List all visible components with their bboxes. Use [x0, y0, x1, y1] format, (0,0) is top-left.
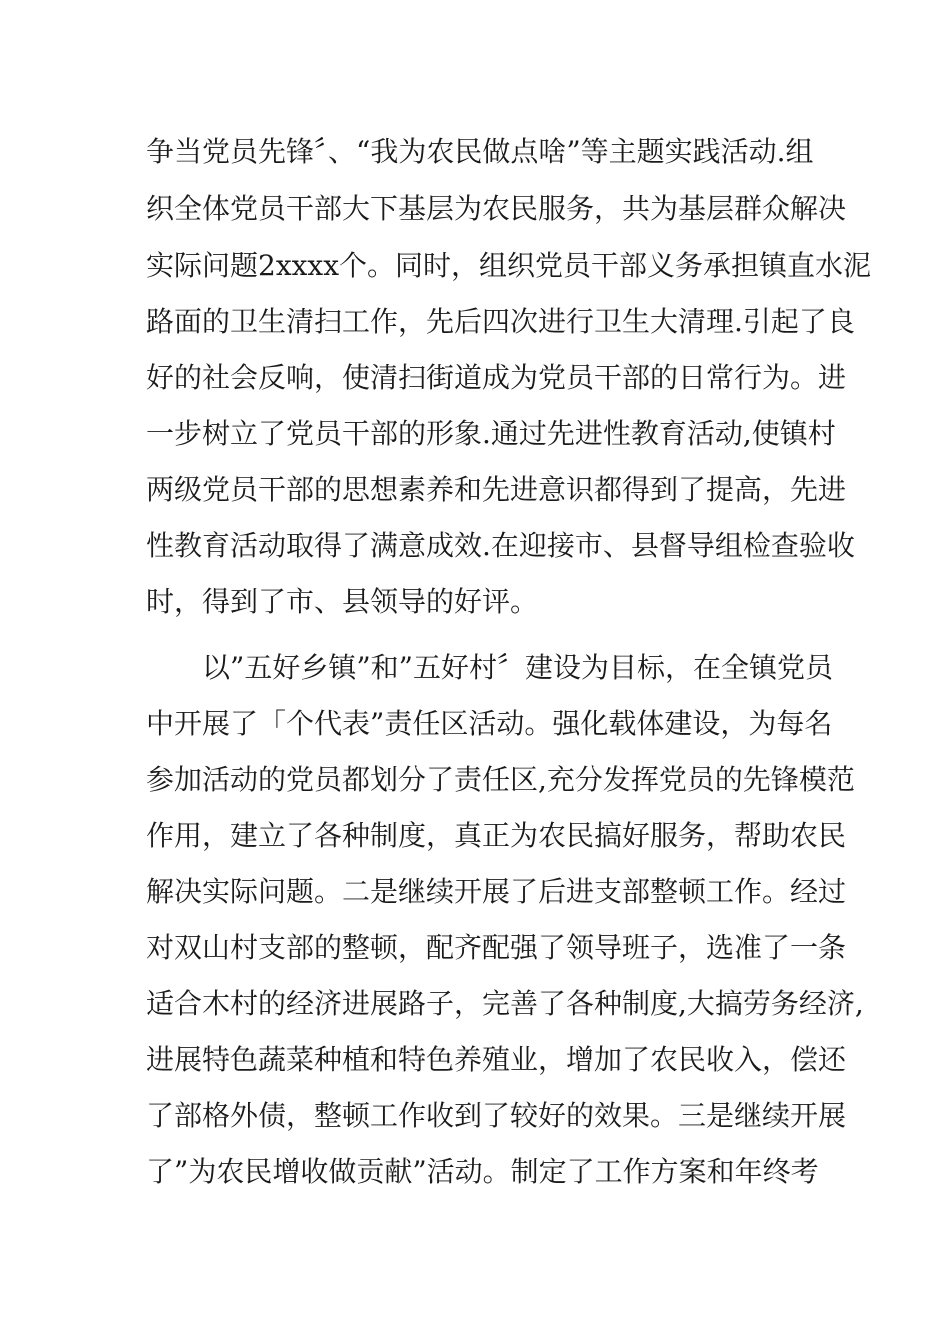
- text-line: 中开展了「个代表”责任区活动。强化载体建设，为每名: [146, 707, 833, 740]
- text-line: 时，得到了市、县领导的好评。: [146, 585, 539, 618]
- text-line: 实际问题2xxxx个。同时，组织党员干部义务承担镇直水泥: [146, 249, 871, 282]
- text-line: 了”为农民增收做贡献”活动。制定了工作方案和年终考: [146, 1155, 819, 1188]
- text-line: 路面的卫生清扫工作，先后四次进行卫生大清理.引起了良: [146, 305, 855, 338]
- text-line: 对双山村支部的整顿，配齐配强了领导班子，选准了一条: [146, 931, 847, 964]
- text-line: 争当党员先锋〞、“我为农民做点啥”等主题实践活动.组: [146, 135, 814, 168]
- text-line: 性教育活动取得了满意成效.在迎接市、县督导组检查验收: [146, 529, 855, 562]
- text-line: 了部格外债，整顿工作收到了较好的效果。三是继续开展: [146, 1099, 847, 1132]
- text-line: 适合木村的经济进展路子，完善了各种制度,大搞劳务经济,: [146, 987, 864, 1020]
- text-line: 作用，建立了各种制度，真正为农民搞好服务，帮助农民: [146, 819, 847, 852]
- text-line: 以”五好乡镇”和”五好村〞建设为目标，在全镇党员: [202, 651, 833, 684]
- text-line: 织全体党员干部大下基层为农民服务，共为基层群众解决: [146, 192, 847, 225]
- text-line: 进展特色蔬菜种植和特色养殖业，增加了农民收入，偿还: [146, 1043, 847, 1076]
- text-line: 参加活动的党员都划分了责任区,充分发挥党员的先锋模范: [146, 763, 855, 796]
- text-line: 解决实际问题。二是继续开展了后进支部整顿工作。经过: [146, 875, 847, 908]
- text-line: 两级党员干部的思想素养和先进意识都得到了提高，先进: [146, 473, 847, 506]
- text-line: 一步树立了党员干部的形象.通过先进性教育活动,使镇村: [146, 417, 836, 450]
- text-line: 好的社会反响，使清扫街道成为党员干部的日常行为。进: [146, 361, 847, 394]
